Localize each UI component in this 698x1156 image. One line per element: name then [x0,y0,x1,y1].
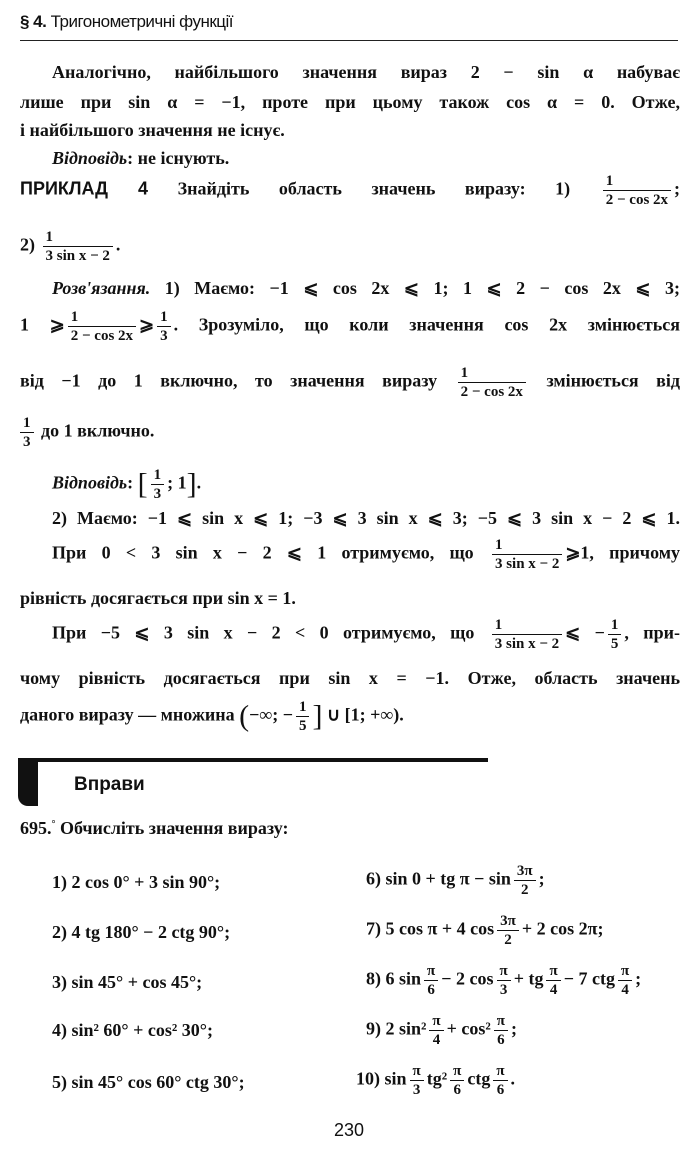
text: 1 ⩾ [20,314,65,335]
denominator: 3 sin x − 2 [494,636,560,652]
text: ∪ [1; +∞). [326,704,404,725]
exercise-item [366,1012,517,1049]
solution-line: чому рівність досягається при sin x = −1. Отже, область значень [20,668,680,688]
punct: ; [635,968,642,989]
numerator: 1 [458,364,526,383]
answer-text: : не існують. [127,148,230,168]
punct: . [196,472,202,493]
answer-label: Відповідь [52,472,128,493]
fraction [493,1062,507,1099]
denominator: 3 [499,982,508,998]
exercise-number: 695. [20,818,52,838]
numerator: π [494,1012,508,1031]
item-number: 2) [20,234,35,255]
fraction [68,308,136,345]
denominator: 2 [521,882,529,898]
exercise-item: 3) sin 45° + cos 45°; [52,972,203,992]
fraction [20,414,34,451]
header-rule [20,40,678,41]
denominator: 3 [160,328,168,344]
section-number: § 4. [20,12,47,31]
numerator: 1 [151,466,165,485]
paragraph-line: лише при sin α = −1, проте при цьому також cos α = 0. Отже, [20,92,680,112]
text: 8) 6 sin [366,968,422,989]
denominator: 5 [610,636,619,652]
numerator: π [429,1012,443,1031]
exercise-item: 2) 4 tg 180° − 2 ctg 90°; [52,922,231,942]
exercises-heading-box [18,758,488,806]
denominator: 6 [453,1082,461,1098]
numerator: 1 [608,616,622,635]
example-label: ПРИКЛАД 4 [20,178,149,199]
denominator: 4 [621,982,629,998]
fraction [492,536,562,573]
punct: : [127,472,134,493]
fraction [618,962,632,999]
solution-text: 1) Маємо: −1 ⩽ cos 2x ⩽ 1; 1 ⩽ 2 − cos 2x ⩽ 3; [164,278,680,298]
solution-line [20,616,680,653]
numerator: π [410,1062,424,1081]
solution-label: Розв'язання. [52,278,151,298]
denominator: 5 [298,718,307,734]
numerator: π [450,1062,464,1081]
text: При 0 < 3 sin x − 2 ⩽ 1 отримуємо, що [52,542,474,563]
fraction [429,1012,443,1049]
exercise-item [366,962,641,999]
text: ⩾1, причому [565,542,680,563]
text: 6) sin 0 + tg π − sin [366,868,511,889]
fraction [492,616,562,653]
answer-line [20,148,680,169]
text: ⩽ − [565,622,605,643]
heading-bar [18,758,488,762]
numerator: 1 [603,172,671,191]
numerator: 1 [157,308,171,327]
numerator: 1 [296,698,310,717]
text: ctg [467,1068,491,1089]
punct: ; [511,1018,518,1039]
punct: . [510,1068,516,1089]
text: − 7 ctg [563,968,615,989]
denominator: 3 [412,1082,421,1098]
text: + tg [513,968,544,989]
fraction [43,228,113,265]
text: − 2 cos [441,968,494,989]
text: При −5 ⩽ 3 sin x − 2 < 0 отримуємо, що [52,622,475,643]
fraction [424,962,438,999]
section-title: Тригонометричні функції [50,12,234,31]
text: . Зрозуміло, що коли значення cos 2x змінюється [173,314,680,335]
solution-line [20,536,680,573]
solution-line: даного виразу — множина (−∞; − $\frac{1}{5}$ ] ∪ [1; +∞). [20,699,404,734]
solution-line: рівність досягається при sin x = 1. [20,588,296,608]
text: −∞; − [249,704,293,725]
denominator: 4 [432,1032,441,1048]
solution-line [20,308,680,345]
denominator: 3 sin x − 2 [45,248,110,264]
denominator: 3 sin x − 2 [494,556,560,572]
exercise-item [366,862,545,899]
fraction [458,364,526,401]
punct: . [115,234,121,255]
example-text: Знайдіть область значень виразу: 1) [177,178,571,199]
exercise-task [20,818,680,839]
fraction [410,1062,424,1099]
numerator: 3π [514,862,536,881]
solution-line [20,364,680,401]
fraction [514,862,536,899]
fraction [497,962,511,999]
page-number: 230 [333,1120,365,1140]
denominator: 2 − cos 2x [70,328,134,344]
denominator: 4 [549,982,558,998]
text: ; 1 [167,472,187,493]
text: + 2 cos 2π; [521,918,604,939]
numerator: π [493,1062,507,1081]
denominator: 3 [23,434,31,450]
denominator: 6 [427,982,435,998]
solution-line [20,278,680,299]
fraction [546,962,560,999]
exercise-item [356,1062,515,1099]
text: до 1 включно. [41,420,155,441]
fraction [296,698,310,735]
fraction [608,616,622,653]
text: tg² [426,1068,448,1089]
exercise-item [366,912,603,949]
punct: ; [674,178,681,199]
numerator: π [546,962,560,981]
exercise-item: 5) sin 45° cos 60° ctg 30°; [52,1072,245,1092]
answer-line: Відповідь: [ $\frac{1}{3}$ ; 1]. [52,467,202,502]
numerator: π [618,962,632,981]
denominator: 3 [153,486,162,502]
text: ⩾ [139,314,155,335]
fraction [157,308,171,345]
text: + cos² [446,1018,491,1039]
numerator: π [497,962,511,981]
exercise-item: 1) 2 cos 0° + 3 sin 90°; [52,872,221,892]
numerator: 1 [68,308,136,327]
numerator: 1 [492,616,562,635]
denominator: 2 − cos 2x [460,384,523,400]
numerator: 3π [497,912,519,931]
punct: ; [538,868,545,889]
exercises-title: Вправи [74,774,145,795]
fraction [603,172,671,209]
fraction [151,466,165,503]
task-text: Обчисліть значення виразу: [60,818,289,838]
denominator: 2 − cos 2x [605,192,669,208]
running-header [20,12,233,32]
text: 7) 5 cos π + 4 cos [366,918,495,939]
text: від −1 до 1 включно, то значення виразу [20,370,438,391]
answer-label: Відповідь [52,148,128,168]
denominator: 2 [504,932,512,948]
solution-line: 2) Маємо: −1 ⩽ sin x ⩽ 1; −3 ⩽ 3 sin x ⩽ 3; −5 ⩽ 3 sin x − 2 ⩽ 1. [52,508,680,528]
text: 9) 2 sin² [366,1018,427,1039]
text: 10) sin [356,1068,407,1089]
numerator: 1 [492,536,562,555]
exercise-item: 4) sin² 60° + cos² 30°; [52,1020,213,1040]
fraction [494,1012,508,1049]
denominator: 6 [496,1082,505,1098]
example-part-2 [20,228,680,265]
fraction [497,912,519,949]
solution-line [20,414,680,451]
heading-side [18,758,38,806]
example-heading [20,172,680,209]
denominator: 6 [497,1032,505,1048]
text: даного виразу — множина [20,704,235,725]
text: , при- [624,622,681,643]
paragraph-line: і найбільшого значення не існує. [20,120,285,140]
numerator: 1 [43,228,113,247]
fraction [450,1062,464,1099]
numerator: 1 [20,414,34,433]
paragraph-line: Аналогічно, найбільшого значення вираз 2 − sin α набуває [52,62,680,82]
numerator: π [424,962,438,981]
difficulty-mark: ° [51,819,56,830]
text: змінюється від [546,370,681,391]
